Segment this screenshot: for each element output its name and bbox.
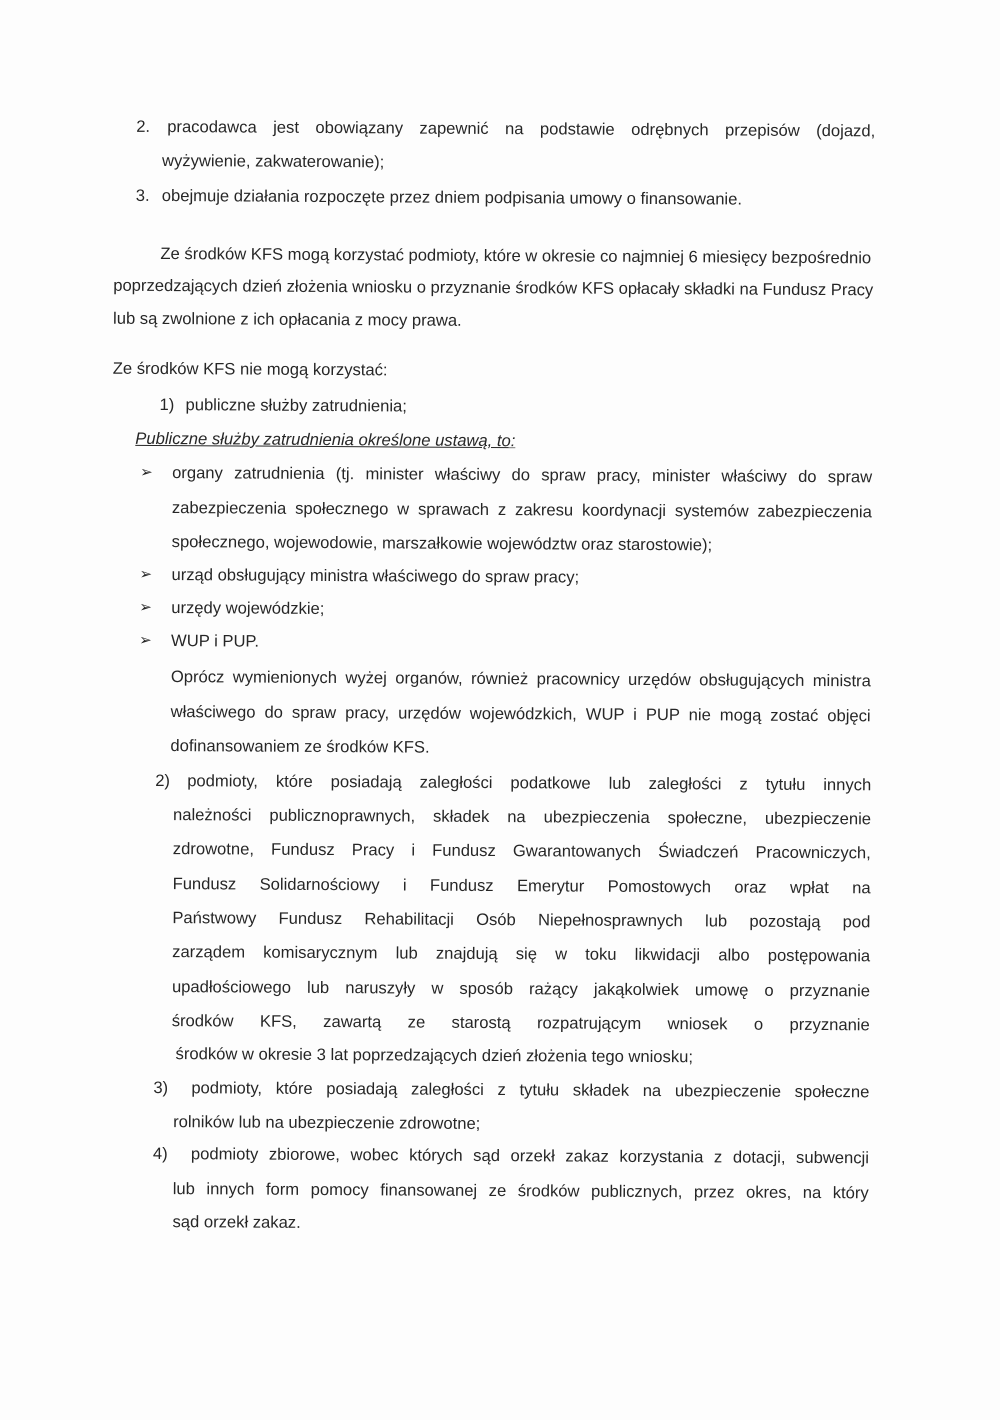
list-number: 2. [136, 116, 151, 136]
list-number: 3) [153, 1077, 169, 1098]
bullet-text: WUP i PUP. [171, 631, 260, 651]
list-item-text: Fundusz Solidarnościowy i Fundusz Emerytur Pomostowych oraz wpłat na [172, 874, 871, 898]
note-line: właściwego do spraw pracy, urzędów wojewódzkich, WUP i PUP nie mogą zostać objęci [170, 702, 871, 726]
list-item-text: środków w okresie 3 lat poprzedzających dzień złożenia tego wniosku; [175, 1044, 694, 1067]
list-item-text: upadłościowego lub naruszyły w sposób rażący jakąkolwiek umowę o przyznanie [171, 977, 871, 1001]
list-item-text: sąd orzekł zakaz. [172, 1212, 301, 1232]
list-item-text: podmioty, które posiadają zaległości podatkowe lub zaległości z tytułu innych [187, 771, 872, 795]
list-number: 2) [155, 770, 171, 791]
arrow-bullet-icon: ➢ [139, 631, 152, 649]
bullet-text: urząd obsługujący ministra właściwego do spraw pracy; [171, 565, 580, 587]
list-number: 3. [135, 185, 150, 205]
paragraph-line: poprzedzających dzień złożenia wniosku o przyznanie środków KFS opłacały składki na Fundusz Pracy [113, 275, 874, 300]
bullet-text: urzędy wojewódzkie; [171, 598, 325, 618]
list-item-text: obejmuje działania rozpoczęte przez dniem podpisania umowy o finansowanie. [161, 185, 743, 209]
list-item-text: zarządem komisarycznym lub znajdują się w toku likwidacji albo postępowania [172, 942, 871, 966]
arrow-bullet-icon: ➢ [139, 565, 153, 583]
list-item-text: pracodawca jest obowiązany zapewnić na podstawie odrębnych przepisów (dojazd, [167, 117, 876, 141]
note-line: dofinansowaniem ze środków KFS. [170, 736, 430, 757]
list-item-text: rolników lub na ubezpieczenie zdrowotne; [173, 1112, 481, 1133]
note-line: Oprócz wymienionych wyżej organów, również pracownicy urzędów obsługujących ministra [170, 667, 871, 691]
bullet-text: społecznego, wojewodowie, marszałkowie województw oraz starostowie); [171, 532, 713, 555]
arrow-bullet-icon: ➢ [140, 463, 153, 481]
arrow-bullet-icon: ➢ [139, 598, 152, 616]
list-item-text: podmioty, które posiadają zaległości z tytułu składek na ubezpieczenie społeczne [191, 1078, 870, 1102]
paragraph-line: lub są zwolnione z ich opłacania z mocy prawa. [113, 308, 462, 330]
list-item-text: publiczne służby zatrudnienia; [185, 395, 407, 416]
bullet-text: organy zatrudnienia (tj. minister właściwy do spraw pracy, minister właściwy do spraw [172, 463, 873, 487]
list-item-text: podmioty zbiorowe, wobec których sąd orzekł zakaz korzystania z dotacji, subwencji [190, 1144, 870, 1168]
list-item-text: wyżywienie, zakwaterowanie); [161, 150, 385, 172]
list-item-text: lub innych form pomocy finansowanej ze środków publicznych, przez okres, na który [172, 1179, 869, 1203]
list-item-text: Państwowy Fundusz Rehabilitacji Osób Niepełnosprawnych lub pozostają pod [172, 908, 871, 932]
section-intro: Ze środków KFS nie mogą korzystać: [112, 358, 388, 380]
subheading: Publiczne służby zatrudnienia określone ustawą, to: [135, 428, 516, 451]
list-item-text: zdrowotne, Fundusz Pracy i Fundusz Gwarantowanych Świadczeń Pracowniczych, [172, 839, 871, 863]
list-number: 4) [152, 1143, 168, 1164]
list-number: 1) [159, 394, 175, 415]
list-item-text: środków KFS, zawartą ze starostą rozpatrującym wniosek o przyznanie [171, 1011, 870, 1035]
list-item-text: należności publicznoprawnych, składek na ubezpieczenia społeczne, ubezpieczenie [172, 805, 872, 829]
paragraph-line: Ze środków KFS mogą korzystać podmioty, które w okresie co najmniej 6 miesięcy bezpośrednio [160, 243, 872, 268]
bullet-text: zabezpieczenia społecznego w sprawach z zakresu koordynacji systemów zabezpieczenia [171, 498, 872, 522]
